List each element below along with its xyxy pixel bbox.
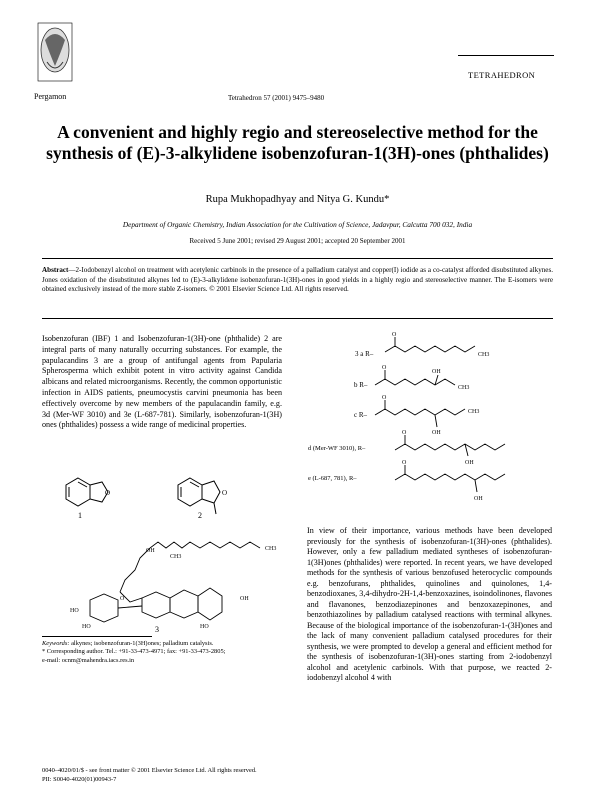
atom-label: CH3 — [468, 409, 480, 415]
abstract-copyright: © 2001 Elsevier Science Ltd. All rights reserved. — [209, 285, 349, 294]
atom-label: O — [120, 596, 125, 602]
abstract-top-rule — [42, 258, 553, 259]
atom-label: OH — [432, 369, 441, 375]
atom-label: CH3 — [458, 385, 470, 391]
structure-3 — [60, 540, 300, 635]
keywords-label: Keywords: — [42, 640, 70, 647]
atom-label: OH — [474, 496, 483, 502]
r-label-b: b R– — [354, 381, 368, 389]
abstract — [42, 266, 553, 295]
received-dates: Received 5 June 2001; revised 29 August 2001; accepted 20 September 2001 — [189, 237, 406, 245]
email: e-mail: ocnm@mahendra.iacs.res.in — [42, 656, 135, 664]
journal-reference: Tetrahedron 57 (2001) 9475–9480 — [228, 94, 325, 102]
keywords: alkynes; isobenzofuran-1(3H)ones; palladium catalysis. — [71, 640, 214, 647]
atom-label: OH — [146, 548, 155, 554]
atom-label: OH — [465, 460, 474, 466]
article-title: A convenient and highly regio and stereoselective method for the synthesis of (E)-3-alkylidene isobenzofuran-1(3H)-ones (phthalides) — [46, 122, 549, 163]
atom-label: O — [402, 430, 407, 436]
abstract-bottom-rule — [42, 318, 553, 319]
atom-label: OH — [432, 430, 441, 436]
atom-label: O — [222, 489, 228, 497]
structure-label-2: 2 — [198, 511, 202, 520]
footer-pii: PII: S0040-4020(01)00943-7 — [42, 775, 117, 783]
atom-label: O — [105, 489, 111, 497]
atom-label: CH3 — [478, 352, 490, 358]
atom-label: O — [382, 365, 387, 371]
footnotes — [42, 640, 287, 665]
atom-label: HO — [70, 608, 79, 614]
atom-label: O — [392, 332, 397, 338]
footer-copyright: 0040–4020/01/$ - see front matter © 2001 Elsevier Science Ltd. All rights reserved. — [42, 767, 257, 774]
structure-label-3: 3 — [155, 625, 159, 634]
structures-1-2 — [60, 470, 240, 520]
atom-label: O — [402, 460, 407, 466]
publisher-name: Pergamon — [34, 92, 67, 101]
r-label-d: d (Mer-WF 3010), R– — [308, 445, 366, 452]
keywords-line — [42, 640, 287, 648]
r-label-3a: 3 a R– — [355, 350, 374, 358]
body-column-1: Isobenzofuran (IBF) 1 and Isobenzofuran-1(3H)-one (phthalide) 2 are integral parts of many naturally occurring substances. For example, the papulacandins 3 are a group of antifungal agents from Papularia Spherosperma which exhibit potent in vitro activity against Candida albicans and related microorganisms. Recently, the common opportunistic infection in AIDS patients, pneumocystis carvini pneumonia has been effectively overcome by new members of the papulacandin family, e.g. 3d (Mer-WF 3010) and 3e (L-687-781). Similarly, isobenzofuran-1(3H) ones (phthalides) possess a wide range of medicinal properties. — [42, 334, 282, 430]
r-group-structures — [300, 330, 555, 510]
affiliation: Department of Organic Chemistry, Indian Association for the Cultivation of Science, Jadavpur, Calcutta 700 032, India — [122, 220, 473, 229]
corresponding-author: * Corresponding author. Tel.: +91-33-473-4971; fax: +91-33-473-2805; — [42, 648, 226, 656]
journal-name: TETRAHEDRON — [468, 70, 536, 80]
abstract-label: Abstract — [42, 266, 69, 274]
body-column-2: In view of their importance, various methods have been developed previously for the synthesis of isobenzofuran-1(3H)-ones (phthalides). However, only a few palladium mediated syntheses of isobenzofuran-1(3H)ones (phthalides) were reported. In recent years, we have developed methods for the synthesis of various benzofused heterocyclic compounds e.g. benzofurans, phthalides, quinolines and quinolones, 1,4-benzodioxanes, 3,4-dihydro-2H-1,4-benzoxazines, isoindolinones, flavones and flavanones, benzodiazepinones and benzoxazepinones, and benzothiazolines by palladium catalysed reactions with terminal alkynes. Because of the biological importance of the isobenzofuran-1-(3H)ones and the lack of many convenient palladium catalysed procedures for their synthesis, we were prompted to develop a general and efficient method for the synthesis of isobenzofuran-1(3H)-ones starting from 2-iodobenzyl alcohol and acetylenic carbinols. With that purpose, we reacted 2-iodobenzyl alcohol 4 with — [307, 526, 552, 682]
header-rule — [458, 55, 554, 56]
atom-label: CH3 — [170, 554, 182, 560]
r-label-e: e (L-687, 781), R– — [308, 475, 357, 482]
authors: Rupa Mukhopadhyay and Nitya G. Kundu* — [205, 194, 390, 205]
abstract-text: —2-Iodobenzyl alcohol on treatment with acetylenic carbinols in the presence of a palladium catalyst and copper(I) iodide as a co-catalyst afforded disubstituted alkynes. Jones oxidation of the disubstituted alkynes led to (E)-3-alkylidene isobenzofuran-1(3H)-ones in good yields in a highly regio and stereoselective manner. The E-isomers were obtained exclusively instead of the more stable Z-isomers. — [42, 266, 553, 294]
structure-label-1: 1 — [78, 511, 82, 520]
atom-label: OH — [240, 596, 249, 602]
atom-label: HO — [82, 624, 91, 630]
publisher-logo — [37, 22, 73, 82]
r-label-c: c R– — [354, 411, 368, 419]
atom-label: CH3 — [265, 546, 277, 552]
footer — [42, 767, 402, 784]
atom-label: O — [382, 395, 387, 401]
footnote-rule — [42, 636, 152, 637]
atom-label: HO — [200, 624, 209, 630]
